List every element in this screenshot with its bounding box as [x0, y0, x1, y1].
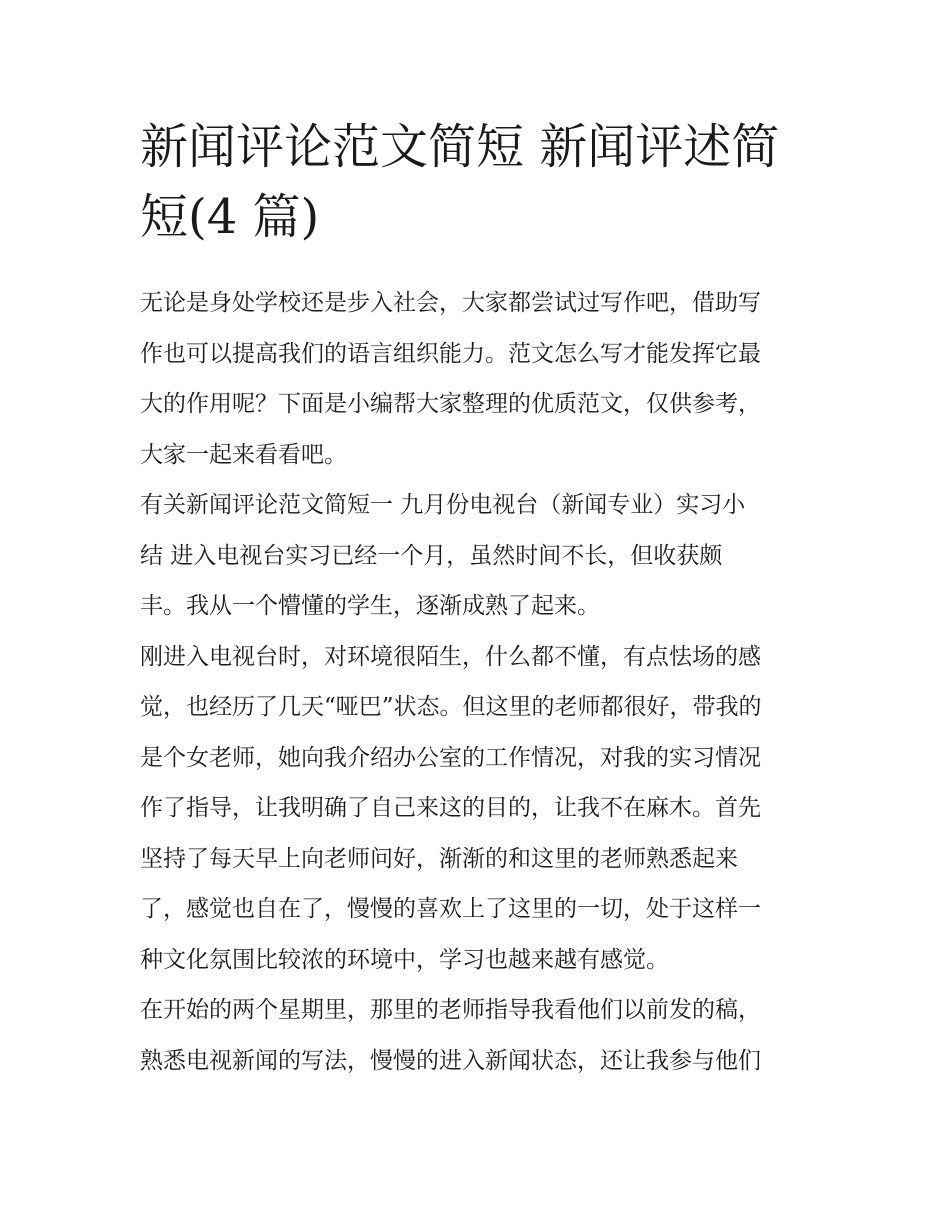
paragraph-3-line: 作了指导，让我明确了自己来这的目的，让我不在麻木。首先 — [140, 795, 761, 821]
title-line-1: 新闻评论范文简短 新闻评述简 — [140, 119, 780, 175]
paragraph-2-line: 有关新闻评论范文简短一 九月份电视台（新闻专业）实习小 — [140, 492, 746, 518]
paragraph-3-line: 了，感觉也自在了，慢慢的喜欢上了这里的一切，处于这样一 — [140, 896, 761, 922]
paragraph-1-line: 作也可以提高我们的语言组织能力。范文怎么写才能发挥它最 — [140, 340, 761, 367]
paragraph-1-line: 无论是身处学校还是步入社会，大家都尝试过写作吧，借助写 — [140, 290, 761, 316]
paragraph-1-line: 大家一起来看看吧。 — [140, 441, 347, 468]
title-line-2: 短(4 篇) — [140, 189, 320, 245]
paragraph-1-line: 大的作用呢？下面是小编帮大家整理的优质范文，仅供参考， — [140, 391, 761, 417]
paragraph-2-line: 结 进入电视台实习已经一个月，虽然时间不长，但收获颇 — [140, 542, 723, 569]
paragraph-3-line: 觉，也经历了几天“哑巴”状态。但这里的老师都很好，带我的 — [140, 694, 762, 720]
document-body — [140, 278, 830, 1086]
paragraph-3-line: 种文化氛围比较浓的环境中，学习也越来越有感觉。 — [140, 946, 669, 973]
document-title — [140, 112, 820, 252]
paragraph-4-line: 熟悉电视新闻的写法，慢慢的进入新闻状态，还让我参与他们 — [140, 1047, 761, 1074]
paragraph-3-line: 刚进入电视台时，对环境很陌生，什么都不懂，有点怯场的感 — [140, 643, 761, 670]
paragraph-4-line: 在开始的两个星期里，那里的老师指导我看他们以前发的稿， — [140, 997, 761, 1023]
paragraph-3-line: 坚持了每天早上向老师问好，渐渐的和这里的老师熟悉起来 — [140, 845, 738, 872]
paragraph-3-line: 是个女老师，她向我介绍办公室的工作情况，对我的实习情况 — [140, 744, 761, 771]
paragraph-2-line: 丰。我从一个懵懂的学生，逐渐成熟了起来。 — [140, 593, 600, 619]
